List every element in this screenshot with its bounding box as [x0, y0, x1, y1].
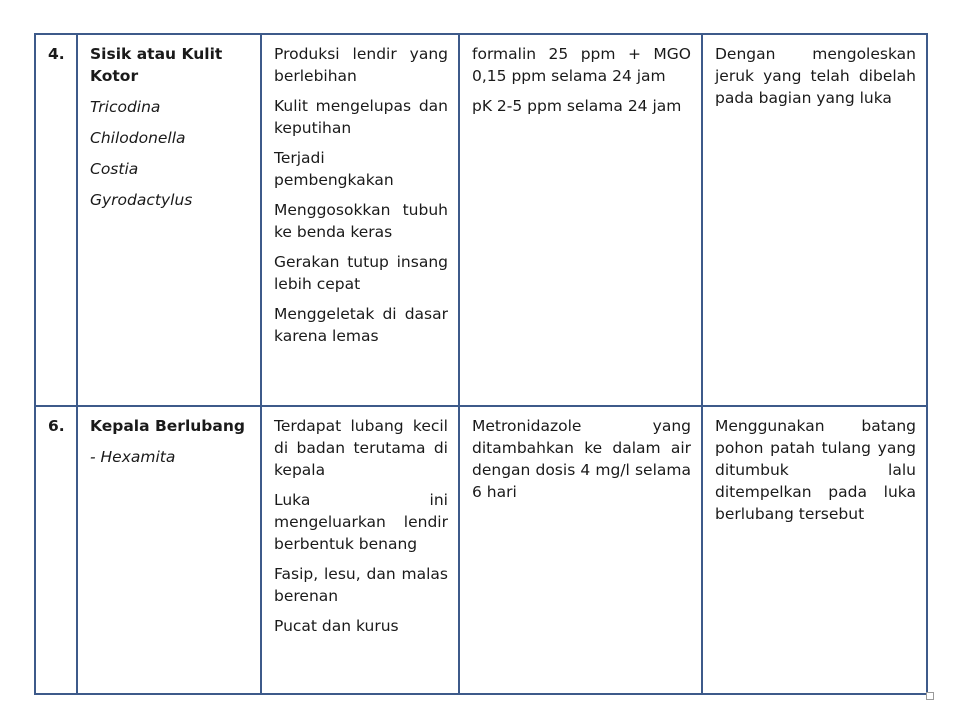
row-number: 4.	[35, 34, 77, 406]
disease-name: Kepala Berlubang	[90, 417, 245, 435]
chemical-treatment-cell	[459, 34, 702, 406]
fish-disease-table	[34, 33, 928, 695]
disease-cell	[77, 34, 261, 406]
chemical-treatment: formalin 25 ppm + MGO 0,15 ppm selama 24 jam	[472, 45, 691, 85]
symptom: Fasip, lesu, dan malas berenan	[274, 565, 448, 605]
pathogen-name: Gyrodactylus	[90, 191, 193, 209]
symptom: Gerakan tutup insang lebih cepat	[274, 253, 448, 293]
pathogen-name: Tricodina	[90, 98, 161, 116]
symptom: Terdapat lubang kecil di badan terutama di kepala	[274, 417, 448, 479]
symptom: Luka ini mengeluarkan lendir berbentuk benang	[274, 491, 448, 553]
symptom: Menggosokkan tubuh ke benda keras	[274, 201, 448, 241]
symptom: Pucat dan kurus	[274, 617, 399, 635]
symptoms-cell	[261, 34, 459, 406]
symptom: Produksi lendir yang berlebihan	[274, 45, 448, 85]
natural-treatment-cell	[702, 34, 927, 406]
chemical-treatment: pK 2-5 ppm selama 24 jam	[472, 97, 682, 115]
natural-treatment: Dengan mengoleskan jeruk yang telah dibelah pada bagian yang luka	[715, 45, 916, 107]
pathogen-name: Chilodonella	[90, 129, 186, 147]
symptoms-cell	[261, 406, 459, 694]
symptom: Terjadi pembengkakan	[274, 149, 394, 189]
disease-name: Sisik atau Kulit Kotor	[90, 45, 223, 85]
symptom: Menggeletak di dasar karena lemas	[274, 305, 448, 345]
table-row	[35, 406, 927, 694]
symptom: Kulit mengelupas dan keputihan	[274, 97, 448, 137]
pathogen-name: Costia	[90, 160, 139, 178]
table-row	[35, 34, 927, 406]
disease-cell	[77, 406, 261, 694]
pathogen-name: - Hexamita	[90, 448, 176, 466]
chemical-treatment: Metronidazole yang ditambahkan ke dalam air dengan dosis 4 mg/l selama 6 hari	[472, 417, 691, 501]
natural-treatment-cell	[702, 406, 927, 694]
chemical-treatment-cell	[459, 406, 702, 694]
table-resize-handle[interactable]	[926, 692, 934, 700]
row-number: 6.	[35, 406, 77, 694]
natural-treatment: Menggunakan batang pohon patah tulang yang ditumbuk lalu ditempelkan pada luka berlubang tersebut	[715, 417, 916, 523]
